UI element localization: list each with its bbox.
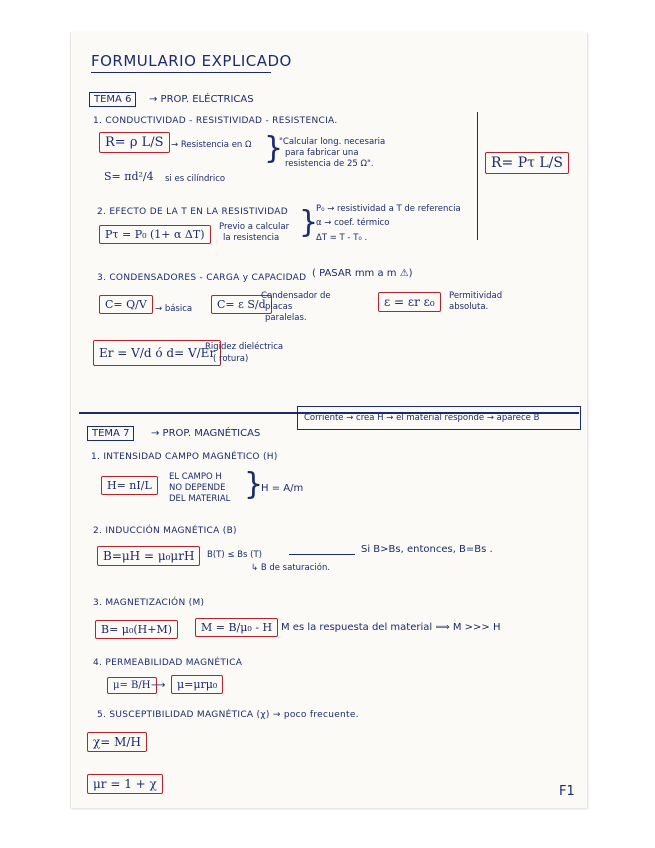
- dielectric-rigidity-note-1: Rigidez dieléctrica: [205, 342, 284, 352]
- area-note: si es cilíndrico: [165, 174, 226, 184]
- permittivity-note-1: Permitividad: [449, 291, 503, 301]
- temperature-note-2: la resistencia: [223, 233, 280, 243]
- magnetization-b-formula: B= μ₀(H+M): [95, 620, 178, 639]
- calc-note-1: "Calcular long. necesaria: [279, 137, 386, 147]
- tema7-section4-heading: 4. PERMEABILIDAD MAGNÉTICA: [93, 658, 243, 668]
- h-units: H = A/m: [261, 483, 304, 494]
- tema7-section5-heading: 5. SUSCEPTIBILIDAD MAGNÉTICA (χ) → poco frecuente.: [97, 710, 359, 720]
- tema7-section3-heading: 3. MAGNETIZACIÓN (M): [93, 598, 205, 608]
- calc-note-3: resistencia de 25 Ω".: [285, 159, 374, 169]
- tema7-label: TEMA 7: [87, 426, 134, 441]
- h-field-note-1: EL CAMPO H: [169, 472, 222, 482]
- dielectric-rigidity-note-2: ( rotura): [213, 354, 249, 364]
- capacity-plates-formula: C= ε S/d: [211, 295, 272, 314]
- permittivity-formula: ε = εr ε₀: [378, 292, 441, 312]
- capacity-plates-note-3: paralelas.: [265, 313, 307, 323]
- calc-note-2: para fabricar una: [285, 148, 359, 158]
- temperature-formula: Pτ = P₀ (1+ α ΔT): [99, 225, 211, 244]
- relative-permeability-formula: μ=μrμ₀: [171, 675, 223, 694]
- induction-formula: B=μH = μ₀μrH: [97, 546, 200, 566]
- tema6-section1-heading: 1. CONDUCTIVIDAD - RESISTIVIDAD - RESISTENCIA.: [93, 116, 338, 126]
- brace-h-units: }: [244, 467, 264, 502]
- tema7-section1-heading: 1. INTENSIDAD CAMPO MAGNÉTICO (H): [91, 452, 278, 462]
- permittivity-note-2: absoluta.: [449, 302, 489, 312]
- def-alpha: α → coef. térmico: [316, 218, 390, 228]
- permeability-arrow: ⟶: [151, 680, 166, 691]
- magnetization-m-formula: M = B/μ₀ - H: [195, 618, 278, 637]
- tema7-summary: Corriente → crea H → el material responde → aparece B: [297, 406, 581, 430]
- dielectric-rigidity-formula: Er = V/d ó d= V/Er: [93, 340, 221, 366]
- tema7-section2-heading: 2. INDUCCIÓN MAGNÉTICA (B): [93, 526, 237, 536]
- h-field-note-2: NO DEPENDE: [169, 483, 226, 493]
- tema6-subject: → PROP. ELÉCTRICAS: [149, 94, 254, 105]
- tema6-section3-heading: 3. CONDENSADORES - CARGA y CAPACIDAD: [97, 273, 307, 283]
- brace-defs: }: [299, 205, 319, 240]
- capacity-basic-formula: C= Q/V: [99, 295, 153, 314]
- susceptibility-formula: χ= M/H: [87, 732, 147, 752]
- capacity-plates-note-1: Condensador de: [261, 291, 331, 301]
- page-number: F1: [559, 784, 575, 799]
- tema7-subject: → PROP. MAGNÉTICAS: [151, 428, 261, 439]
- tema6-section2-heading: 2. EFECTO DE LA T EN LA RESISTIVIDAD: [97, 207, 288, 217]
- permeability-formula: μ= B/H: [107, 677, 157, 694]
- h-field-note-3: DEL MATERIAL: [169, 494, 231, 504]
- temperature-note-1: Previo a calcular: [219, 222, 290, 232]
- h-field-formula: H= nI/L: [101, 476, 158, 495]
- induction-condition: B(T) ≤ Bs (T): [207, 550, 262, 560]
- def-p0: P₀ → resistividad a T de referencia: [316, 204, 461, 214]
- magnetization-note: M es la respuesta del material ⟹ M >>> H: [281, 622, 501, 633]
- tema6-section3-note: ( PASAR mm a m ⚠): [312, 268, 413, 279]
- def-delta-t: ΔT = T - T₀ .: [316, 233, 368, 243]
- side-bracket: [477, 112, 478, 240]
- resistance-formula: R= ρ L/S: [99, 132, 170, 153]
- page-title: FORMULARIO EXPLICADO: [91, 52, 292, 70]
- title-underline: [91, 72, 271, 73]
- induction-arrow-line: [289, 554, 355, 555]
- tema6-label: TEMA 6: [89, 92, 136, 107]
- saturation-note: ↳ B de saturación.: [251, 563, 331, 573]
- resistance-note: → Resistencia en Ω: [171, 140, 252, 150]
- side-resistance-formula: R= Pτ L/S: [485, 152, 569, 174]
- brace-calc: }: [264, 131, 284, 166]
- induction-rule: Si B>Bs, entonces, B=Bs .: [361, 544, 493, 555]
- relative-permeability-susceptibility-formula: μr = 1 + χ: [87, 774, 163, 794]
- area-formula: S= πd²/4: [104, 170, 154, 183]
- notebook-page: [70, 32, 587, 808]
- capacity-basic-note: → básica: [155, 304, 193, 314]
- capacity-plates-note-2: placas: [265, 302, 293, 312]
